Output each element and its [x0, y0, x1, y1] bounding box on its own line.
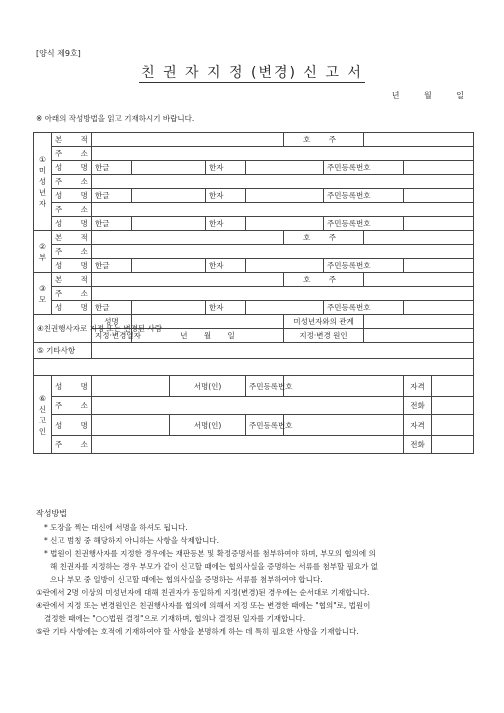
- reporter-label: 신고인: [38, 404, 47, 436]
- reporter2-qual-label: 자격: [404, 415, 432, 436]
- minor1-rrn-label: 주민등록번호: [324, 161, 404, 175]
- designation-date-label: 지정·변경일자: [92, 329, 132, 343]
- minor2-rrn-label: 주민등록번호: [324, 189, 404, 203]
- mother-bonjeok-label: 본 적: [52, 273, 92, 287]
- minor3-name-label: 성 명: [52, 217, 92, 231]
- minor1-rrn-field[interactable]: [404, 161, 474, 175]
- mother-name-label: 성 명: [52, 301, 92, 315]
- father-hanja-field[interactable]: [246, 259, 324, 273]
- circle-2: ②: [39, 241, 46, 251]
- guide-item: 해 친권자를 지정하는 경우 부모가 같이 신고할 때에는 협의사실을 증명하는 서류를 첨부할 필요가 없: [50, 562, 379, 571]
- minor3-hangul-label: 한글: [92, 217, 132, 231]
- mother-bonjeok-field[interactable]: [92, 273, 284, 287]
- mother-hanja-label: 한자: [206, 301, 246, 315]
- reporter1-sign[interactable]: 서명(인): [170, 376, 246, 397]
- minor2-hangul-field[interactable]: [132, 189, 206, 203]
- father-hangul-label: 한글: [92, 259, 132, 273]
- minor-juso-label: 주 소: [52, 147, 92, 161]
- reporter1-qual-field[interactable]: [432, 376, 474, 397]
- mother-hangul-field[interactable]: [132, 301, 206, 315]
- reporter1-rrn-field[interactable]: [284, 376, 404, 397]
- reporter2-qual-field[interactable]: [432, 415, 474, 436]
- etc-text: 기타사항: [46, 346, 76, 355]
- etc-label: [34, 343, 92, 359]
- father-hanja-label: 한자: [206, 259, 246, 273]
- father-rrn-label: 주민등록번호: [324, 259, 404, 273]
- etc-field[interactable]: [92, 343, 474, 359]
- father-section-label: [34, 231, 52, 273]
- report-form-table: [33, 132, 474, 454]
- minor2-rrn-field[interactable]: [404, 189, 474, 203]
- minor3-hanja-label: 한자: [206, 217, 246, 231]
- mother-hangul-label: 한글: [92, 301, 132, 315]
- minor-section-label: [34, 133, 52, 231]
- reporter2-phone-label: 전화: [404, 436, 432, 454]
- guide-item: ⑤란 기타 사항에는 호적에 기재하여야 할 사항을 분명하게 하는 데 특히 필요한 사항을 기재합니다.: [36, 627, 359, 636]
- reporter2-name-field[interactable]: [92, 415, 170, 436]
- guide-item: ①란에서 2명 이상의 미성년자에 대해 친권자가 동일하게 지정(변경)된 경우에는 순서대로 기재합니다.: [36, 588, 370, 597]
- minor1-hangul-label: 한글: [92, 161, 132, 175]
- minor1-juso-field[interactable]: [92, 175, 474, 189]
- father-bonjeok-field[interactable]: [92, 231, 284, 245]
- minor2-name-label: 성 명: [52, 189, 92, 203]
- minor3-rrn-field[interactable]: [404, 217, 474, 231]
- mother-rrn-label: 주민등록번호: [324, 301, 404, 315]
- mother-hanja-field[interactable]: [246, 301, 324, 315]
- guide-item: * 신고 범칭 중 해당하지 아니하는 사항을 삭제합니다.: [44, 536, 219, 545]
- reporter2-juso-field[interactable]: [92, 436, 404, 454]
- date-day: 일: [456, 91, 464, 100]
- father-rrn-field[interactable]: [404, 259, 474, 273]
- reporter1-name-field[interactable]: [92, 376, 170, 397]
- minor-bonjeok-label: 본 적: [52, 133, 92, 147]
- reporter1-qual-label: 자격: [404, 376, 432, 397]
- father-juso-label: 주 소: [52, 245, 92, 259]
- minor-hoju-field[interactable]: [364, 133, 474, 147]
- designation-reason-field[interactable]: [364, 329, 474, 343]
- reporter1-phone-label: 전화: [404, 397, 432, 415]
- page-title: 친 권 자 지 정 (변경) 신 고 서: [141, 65, 363, 81]
- minor2-juso-label: 주 소: [52, 203, 92, 217]
- reporter-section-label: [34, 376, 52, 454]
- reporter1-juso-field[interactable]: [92, 397, 404, 415]
- reporter2-name-label: 성 명: [52, 415, 92, 436]
- father-bonjeok-label: 본 적: [52, 231, 92, 245]
- form-number: [양식 제9호]: [36, 49, 81, 58]
- date-month: 월: [423, 91, 432, 100]
- designation-date-field[interactable]: 년 월 일: [132, 329, 284, 343]
- reporter2-sign[interactable]: 서명(인): [170, 415, 246, 436]
- mother-label: 모: [38, 294, 47, 304]
- report-date: [392, 90, 464, 101]
- father-hangul-field[interactable]: [132, 259, 206, 273]
- designee-name-label: 성명: [92, 315, 132, 329]
- minor2-hanja-label: 한자: [206, 189, 246, 203]
- guide-item: ④란에서 지정 또는 변경원인은 친권행사자를 협의에 의해서 지정 또는 변경한 때에는 "협의"로, 법원이: [36, 601, 371, 610]
- minor-juso-field[interactable]: [92, 147, 474, 161]
- mother-juso-field[interactable]: [92, 287, 474, 301]
- minor3-hanja-field[interactable]: [246, 217, 324, 231]
- designee-section-label: ④친권행사자로 지정 또는 변경된 사람: [34, 315, 92, 343]
- guide-item: 결정한 때에는 "○○법원 결정"으로 기재하며, 협의나 결정된 일자를 기재합니다.: [44, 614, 306, 623]
- designation-reason-label: 지정·변경 원인: [284, 329, 364, 343]
- minor1-hanja-field[interactable]: [246, 161, 324, 175]
- title-underline: [139, 82, 365, 83]
- father-label: 부: [38, 252, 47, 262]
- father-hoju-field[interactable]: [364, 231, 474, 245]
- guide-item: * 법원이 친권행사자를 지정한 경우에는 재판등본 및 확정증명서를 첨부하여야 하며, 부모의 협의에 의: [44, 549, 376, 558]
- circle-6: ⑥: [39, 393, 46, 403]
- father-hoju-label: 호 주: [284, 231, 364, 245]
- designee-relation-field[interactable]: [364, 315, 474, 329]
- minor2-hangul-label: 한글: [92, 189, 132, 203]
- reporter1-juso-label: 주 소: [52, 397, 92, 415]
- etc-field-extended[interactable]: [34, 359, 474, 376]
- reporter2-juso-label: 주 소: [52, 436, 92, 454]
- father-name-label: 성 명: [52, 259, 92, 273]
- minor1-hanja-label: 한자: [206, 161, 246, 175]
- minor1-name-label: 성 명: [52, 161, 92, 175]
- minor-bonjeok-field[interactable]: [92, 133, 284, 147]
- minor3-rrn-label: 주민등록번호: [324, 217, 404, 231]
- minor2-hanja-field[interactable]: [246, 189, 324, 203]
- designee-relation-label: 미성년자와의 관계: [284, 315, 364, 329]
- father-juso-field[interactable]: [92, 245, 474, 259]
- guide-item: 으나 부모 중 일방이 신고할 때에는 협의사실을 증명하는 서류를 첨부하여야 합니다.: [50, 575, 323, 584]
- minor1-hangul-field[interactable]: [132, 161, 206, 175]
- guide-item: * 도장을 찍는 대신에 서명을 하셔도 됩니다.: [44, 523, 188, 532]
- minor2-juso-field[interactable]: [92, 203, 474, 217]
- minor-label: 미성년자: [38, 166, 47, 208]
- circle-3: ③: [39, 283, 46, 293]
- mother-hoju-label: 호 주: [284, 273, 364, 287]
- mother-juso-label: 주 소: [52, 287, 92, 301]
- instruction-note: ※ 아래의 작성방법을 읽고 기재하시기 바랍니다.: [36, 114, 195, 123]
- minor-hoju-label: 호 주: [284, 133, 364, 147]
- reporter2-rrn-label: 주민등록번호: [246, 415, 284, 436]
- reporter1-name-label: 성 명: [52, 376, 92, 397]
- minor3-hangul-field[interactable]: [132, 217, 206, 231]
- reporter2-phone-field[interactable]: [432, 436, 474, 454]
- circle-1: ①: [39, 155, 46, 164]
- guide-title: 작성방법: [36, 509, 67, 518]
- reporter1-rrn-label: 주민등록번호: [246, 376, 284, 397]
- guide-list: [36, 521, 476, 638]
- date-year: 년: [391, 91, 400, 100]
- circle-5: ⑤: [37, 346, 44, 355]
- reporter2-rrn-field[interactable]: [284, 415, 404, 436]
- mother-section-label: [34, 273, 52, 315]
- mother-hoju-field[interactable]: [364, 273, 474, 287]
- mother-rrn-field[interactable]: [404, 301, 474, 315]
- minor1-juso-label: 주 소: [52, 175, 92, 189]
- reporter1-phone-field[interactable]: [432, 397, 474, 415]
